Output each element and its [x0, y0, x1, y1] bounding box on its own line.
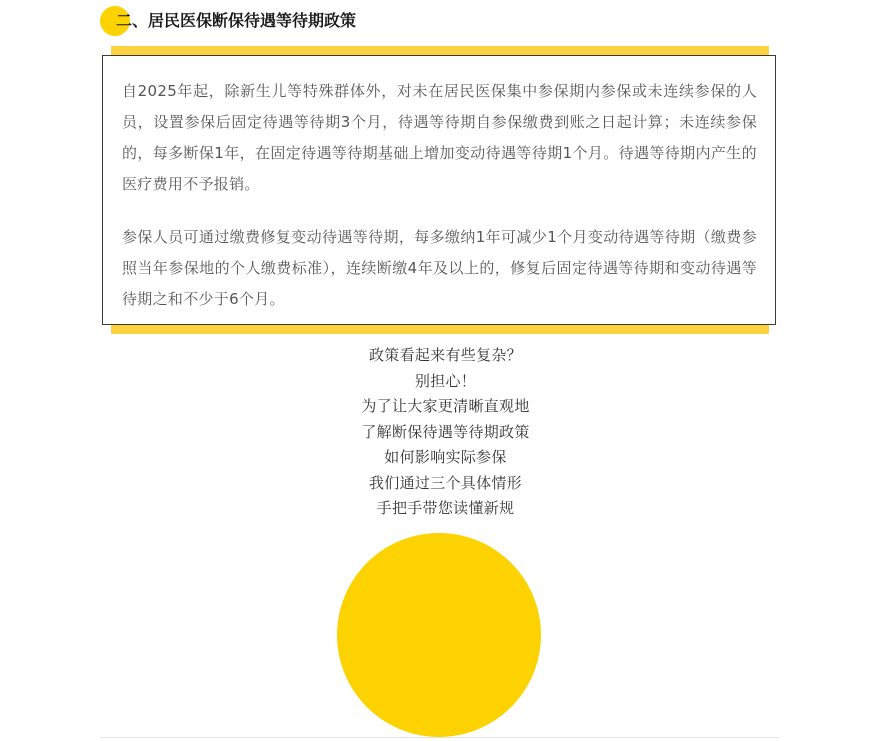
- intro-line: 我们通过三个具体情形: [368, 473, 522, 492]
- policy-paragraph-2: 参保人员可通过缴费修复变动待遇等待期，每多缴纳1年可减少1个月变动待遇等待期（缴费参照当年参保地的个人缴费标准），连续断缴4年及以上的，修复后固定待遇等待期和变动待遇等待期之和不少于6个月。: [122, 228, 757, 308]
- intro-line: 为了让大家更清晰直观地: [361, 397, 530, 415]
- intro-lines: [0, 343, 891, 522]
- policy-paragraph-1: 自2025年起，除新生儿等特殊群体外，对未在居民医保集中参保期内参保或未连续参保的人员，设置参保后固定待遇等待期3个月，待遇等待期自参保缴费到账之日起计算；未连续参保的，每多断保1年，在固定待遇等待期基础上增加变动待遇等待期1个月。待遇等待期内产生的医疗费用不予报销。: [122, 82, 757, 193]
- intro-line: 了解断保待遇等待期政策: [361, 422, 530, 441]
- card-bottom-bar: [111, 324, 769, 334]
- intro-line: 别担心！: [414, 371, 477, 390]
- yellow-circle-graphic: [337, 533, 541, 737]
- policy-card: [102, 46, 778, 334]
- intro-line: 如何影响实际参保: [384, 448, 507, 466]
- intro-line: 政策看起来有些复杂？: [368, 346, 522, 364]
- intro-line: 手把手带您读懂新规: [376, 499, 515, 517]
- policy-text-box: [102, 55, 776, 325]
- divider: [100, 737, 779, 738]
- section-header: [100, 4, 500, 36]
- section-title: 二、居民医保断保待遇等待期政策: [116, 11, 357, 30]
